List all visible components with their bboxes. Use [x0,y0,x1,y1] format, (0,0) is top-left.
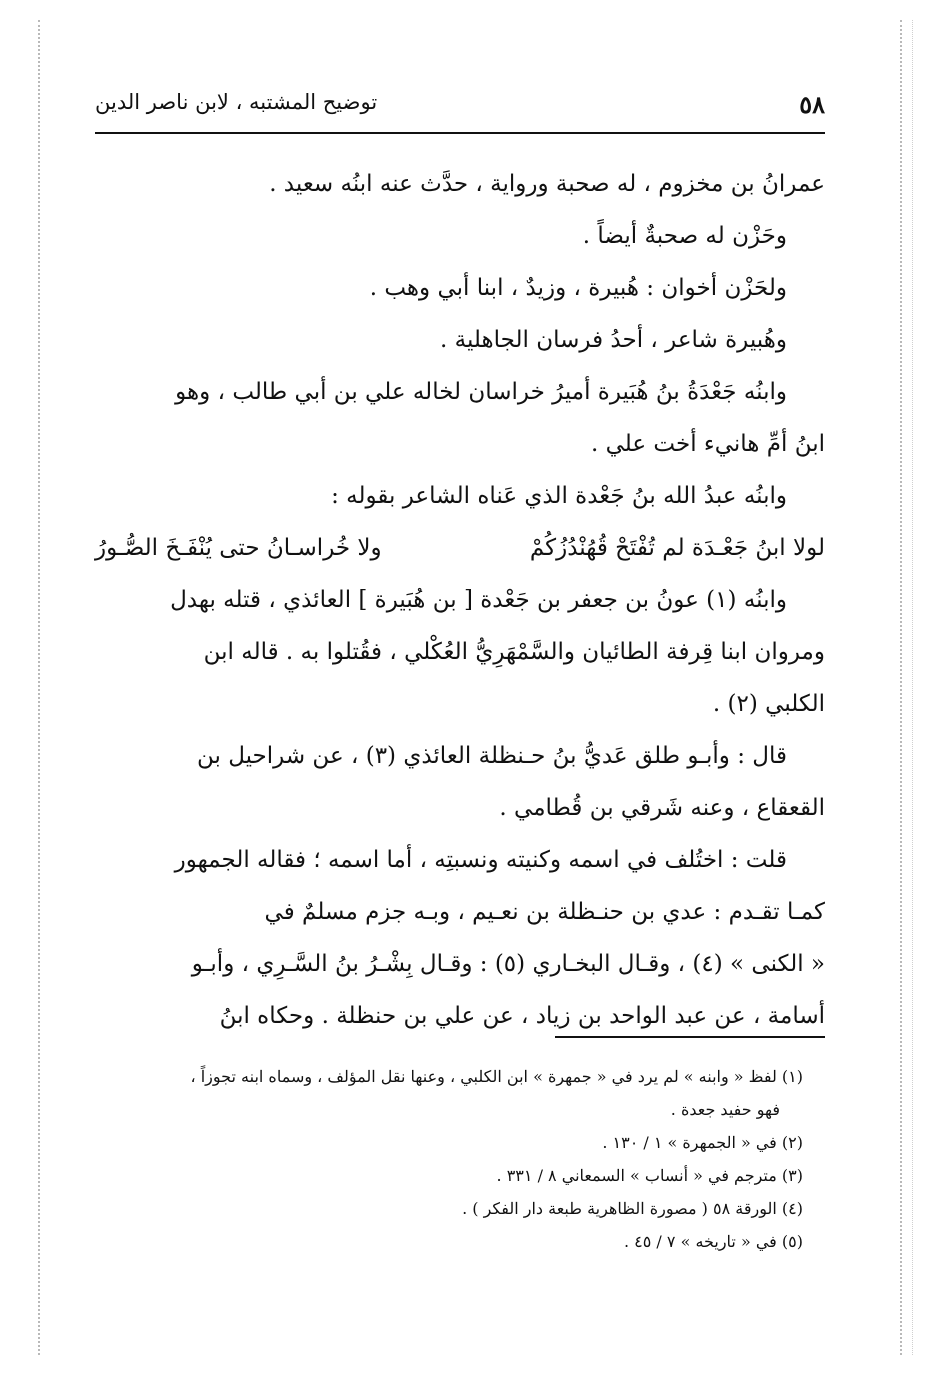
paragraph-awn-line1: وابنُه (١) عونُ بن جعفر بن جَعْدة [ بن هُبَيرة ] العائذي ، قتله بهدل [170,587,787,613]
paragraph-awn-line3: الكلبي (٢) . [712,691,825,717]
paragraph-hubayra: وهُبيرة شاعر ، أحدُ فرسان الجاهلية . [440,327,787,353]
running-title: توضيح المشتبه ، لابن ناصر الدين [95,90,378,114]
header-rule [95,132,825,134]
footnote-1: (١) لفظ « وابنه » لم يرد في « جمهرة » ابن الكلبي ، وعنها نقل المؤلف ، وسماه ابنه تجوزاً ، [190,1067,803,1086]
paragraph-hazn-brothers: ولحَزْن أخوان : هُبيرة ، وزيدٌ ، ابنا أبي وهب . [369,275,787,301]
paragraph-jaada-line2: ابنُ أمِّ هانيء أخت علي . [590,431,825,457]
poem-first-hemistich: لولا ابنُ جَعْـدَة لم تُفْتَحْ قُهُنْدُزُكُمْ [529,535,825,561]
footnote-2: (٢) في « الجمهرة » ١ / ١٣٠ . [602,1133,803,1152]
page-header [95,86,825,126]
footnote-5: (٥) في « تاريخه » ٧ / ٤٥ . [623,1232,803,1251]
right-margin-dots [900,20,902,1355]
footnote-1-continued: فهو حفيد جعدة . [670,1100,780,1119]
paragraph-abdullah: وابنُه عبدُ الله بنُ جَعْدة الذي عَناه الشاعر بقوله : [331,483,787,509]
paragraph-qult-line4: أسامة ، عن عبد الواحد بن زياد ، عن علي بن حنظلة . وحكاه ابنُ [219,1003,825,1029]
paragraph-abu-talq-line2: القعقاع ، وعنه شَرقي بن قُطامي . [499,795,825,821]
poem-verse [95,522,825,574]
paragraph-abu-talq-line1: قال : وأبـو طلق عَديُّ بنُ حـنظلة العائذي (٣) ، عن شراحيل بن [196,743,787,769]
right-margin-dots-outer [912,20,913,1355]
poem-second-hemistich: ولا خُراسـانُ حتى يُنْفَـخَ الصُّـورُ [95,535,382,561]
paragraph-qult-line1: قلت : اختُلف في اسمه وكنيته ونسبتِه ، أما اسمه ؛ فقاله الجمهور [174,847,787,873]
page-number: ٥٨ [799,90,825,119]
paragraph-hazn: وحَزْن له صحبةٌ أيضاً . [582,223,787,249]
main-text [95,158,825,1042]
paragraph-qult-line3: « الكنى » (٤) ، وقـال البخـاري (٥) : وقـال بِشْـرُ بنُ السَّـرِي ، وأبـو [191,951,825,977]
footnote-3: (٣) مترجم في « أنساب » السمعاني ٨ / ٣٣١ . [496,1166,803,1185]
left-margin-dots [38,20,40,1355]
paragraph-imran: عمرانُ بن مخزوم ، له صحبة ورواية ، حدَّث عنه ابنُه سعيد . [269,171,825,197]
footnote-rule [555,1036,825,1038]
footnotes [95,1060,825,1258]
footnote-4: (٤) الورقة ٥٨ ( مصورة الظاهرية طبعة دار الفكر ) . [462,1199,803,1218]
paragraph-awn-line2: ومروان ابنا قِرفة الطائيان والسَّمْهَرِيُّ العُكْلي ، فقُتلوا به . قاله ابن [203,639,825,665]
paragraph-jaada-line1: وابنُه جَعْدَةُ بنُ هُبَيرة أميرُ خراسان لخاله علي بن أبي طالب ، وهو [175,379,787,405]
paragraph-qult-line2: كمـا تقـدم : عدي بن حنـظلة بن نعـيم ، وبـه جزم مسلمٌ في [264,899,825,925]
